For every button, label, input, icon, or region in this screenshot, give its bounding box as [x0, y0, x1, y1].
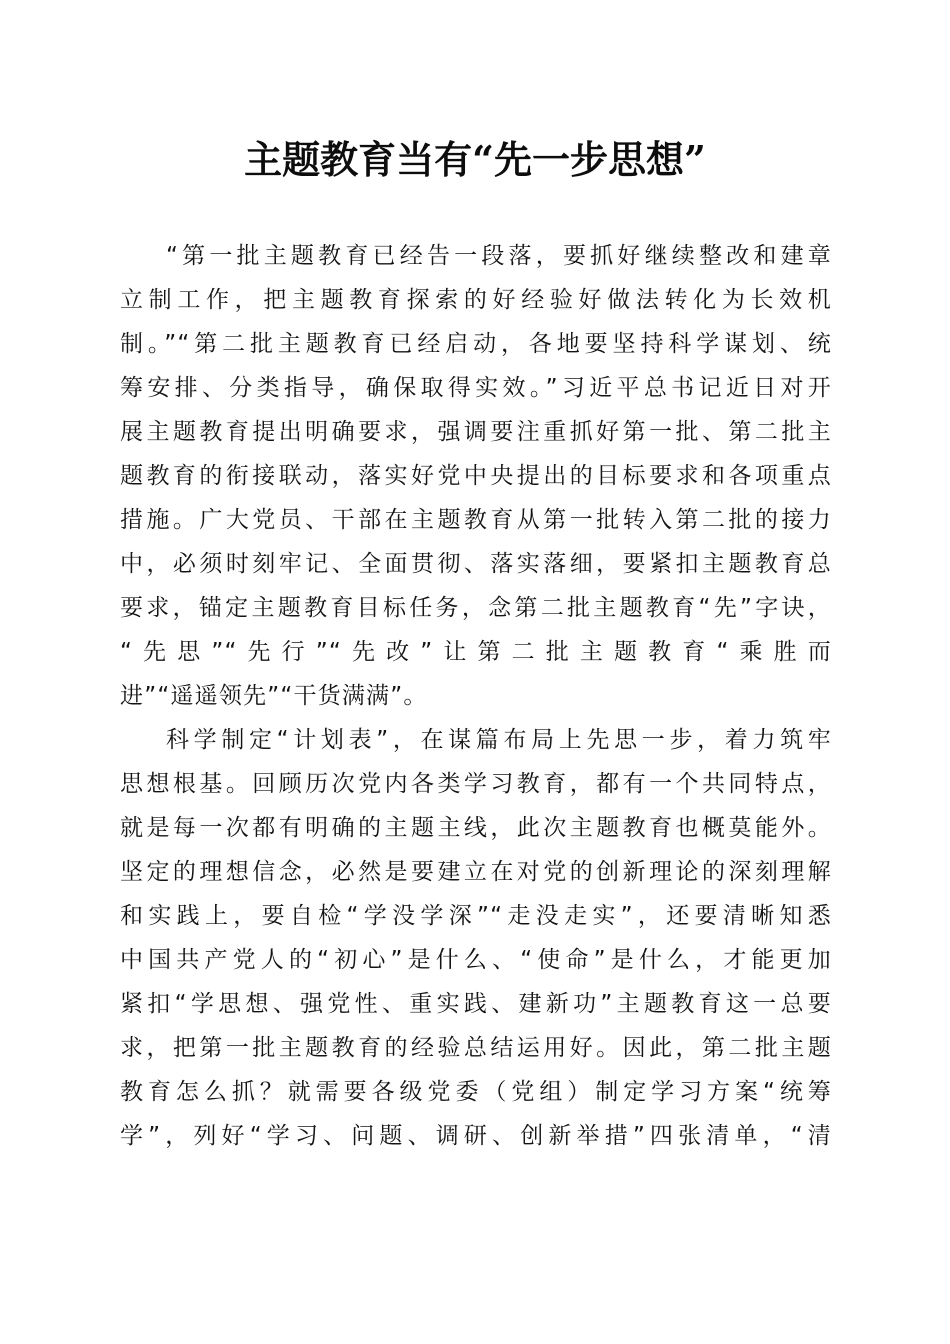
text-line: 筹安排、分类指导，确保取得实效。”习近平总书记近日对开: [120, 375, 832, 401]
text-line: 紧扣“学思想、强党性、重实践、建新功”主题教育这一总要: [120, 991, 832, 1017]
text-line: 展主题教育提出明确要求，强调要注重抓好第一批、第二批主: [120, 419, 832, 445]
text-line: 就是每一次都有明确的主题主线，此次主题教育也概莫能外。: [120, 815, 832, 841]
text-line: 求，把第一批主题教育的经验总结运用好。因此，第二批主题: [120, 1035, 832, 1061]
text-line: 思想根基。回顾历次党内各类学习教育，都有一个共同特点，: [120, 771, 832, 797]
text-line: 科学制定“计划表”，在谋篇布局上先思一步，着力筑牢: [166, 727, 832, 753]
text-line: 要求，锚定主题教育目标任务，念第二批主题教育“先”字诀，: [120, 595, 832, 621]
text-line: 中国共产党人的“初心”是什么、“使命”是什么，才能更加: [120, 947, 832, 973]
text-line: 进”“遥遥领先”“干货满满”。: [120, 683, 428, 709]
text-line: 中，必须时刻牢记、全面贯彻、落实落细，要紧扣主题教育总: [120, 551, 832, 577]
text-line: 教育怎么抓？就需要各级党委（党组）制定学习方案“统筹: [120, 1079, 832, 1105]
text-line: 制。”“第二批主题教育已经启动，各地要坚持科学谋划、统: [120, 331, 832, 357]
text-line: 立制工作，把主题教育探索的好经验好做法转化为长效机: [120, 287, 832, 313]
document-body: [120, 234, 832, 1158]
text-line: 题教育的衔接联动，落实好党中央提出的目标要求和各项重点: [120, 463, 832, 489]
text-line: 措施。广大党员、干部在主题教育从第一批转入第二批的接力: [120, 507, 832, 533]
document-title: 主题教育当有“先一步思想”: [244, 137, 706, 182]
paragraph-1: [120, 234, 832, 718]
text-line: “先思”“先行”“先改”让第二批主题教育“乘胜而: [120, 639, 832, 665]
text-line: 坚定的理想信念，必然是要建立在对党的创新理论的深刻理解: [120, 859, 832, 885]
text-line: 学”，列好“学习、问题、调研、创新举措”四张清单，“清: [120, 1123, 832, 1149]
text-line: 和实践上，要自检“学没学深”“走没走实”，还要清晰知悉: [120, 903, 832, 929]
text-line: “第一批主题教育已经告一段落，要抓好继续整改和建章: [166, 243, 832, 269]
paragraph-2: [120, 718, 832, 1158]
